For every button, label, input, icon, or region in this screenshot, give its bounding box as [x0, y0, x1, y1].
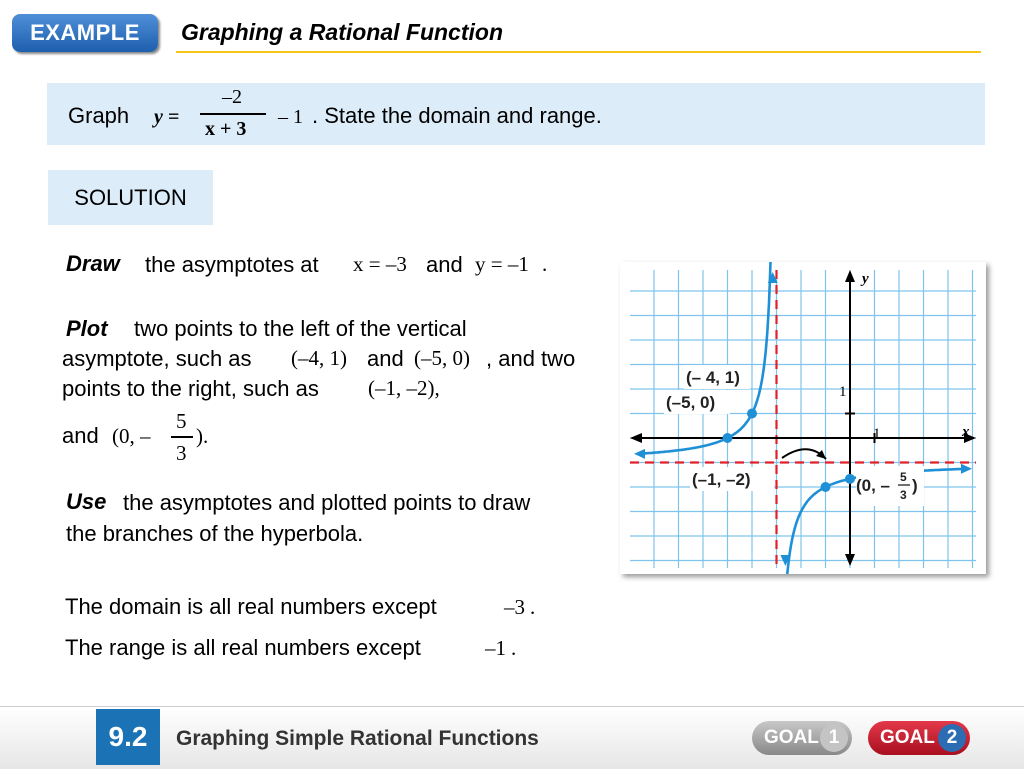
- grid: [630, 270, 976, 568]
- use-keyword: Use: [66, 489, 107, 514]
- plot-line2-c: , and two: [486, 346, 576, 371]
- plot-point-3: (–1, –2),: [368, 376, 440, 400]
- plot-point-4-fraction-bar: [171, 436, 193, 438]
- plot-keyword: Plot: [66, 316, 108, 341]
- domain-text: The domain is all real numbers except: [65, 594, 437, 619]
- solution-label: SOLUTION: [48, 170, 213, 225]
- range-value: –1: [485, 636, 506, 660]
- draw-text: the asymptotes at: [145, 252, 319, 277]
- y-tick-label: 1: [839, 384, 847, 400]
- problem-numerator: –2: [222, 86, 242, 108]
- problem-instruction: . State the domain and range.: [312, 103, 602, 128]
- plot-point-1: (–4, 1): [291, 346, 347, 370]
- domain-value: –3: [504, 595, 525, 619]
- plot-point-4-close: ).: [196, 424, 209, 448]
- range-text: The range is all real numbers except: [65, 635, 421, 660]
- use-line2: the branches of the hyperbola.: [66, 521, 364, 546]
- problem-denominator: x + 3: [205, 118, 247, 140]
- x-axis-label: x: [962, 424, 970, 440]
- plot-line2-b: and: [367, 346, 404, 371]
- plot-line4-and: and: [62, 423, 99, 448]
- plot-point-4-open: (0, –: [112, 424, 151, 448]
- point-2: [723, 433, 733, 443]
- plot-point-4-denominator: 3: [176, 441, 187, 465]
- point-4: [845, 474, 855, 484]
- title-underline: [176, 51, 981, 53]
- problem-y-equals: y =: [154, 106, 180, 128]
- goal-1-label: GOAL: [764, 727, 819, 748]
- label-point-4-denominator: 3: [900, 488, 907, 502]
- y-axis-label: y: [862, 271, 869, 287]
- domain-period: .: [530, 595, 536, 619]
- problem-lead: Graph: [68, 103, 130, 128]
- label-point-4-open: (0, –: [856, 476, 891, 495]
- problem-fraction-bar: [200, 113, 266, 115]
- label-point-2: (–5, 0): [666, 393, 716, 412]
- label-point-4-numerator: 5: [900, 470, 907, 484]
- label-point-1: (– 4, 1): [686, 368, 740, 387]
- section-title: Graphing Simple Rational Functions: [176, 727, 539, 750]
- plot-line2-a: asymptote, such as: [62, 346, 252, 371]
- draw-period: .: [542, 252, 548, 276]
- plot-point-4-numerator: 5: [176, 409, 187, 433]
- x-tick-label: 1: [873, 426, 881, 442]
- x-axis-arrow-left: [630, 433, 642, 443]
- goal-1-number: 1: [820, 724, 848, 752]
- right-branch-arrow-right: [961, 464, 972, 474]
- hyperbola-graph: [620, 262, 986, 574]
- y-axis-arrow-up: [845, 270, 855, 282]
- slide-title: Graphing a Rational Function: [181, 19, 503, 45]
- goal-2-label: GOAL: [880, 727, 935, 748]
- hyperbola-branches: [634, 262, 972, 574]
- draw-keyword: Draw: [66, 251, 120, 276]
- goal-2-number: 2: [938, 724, 966, 752]
- draw-and: and: [426, 252, 463, 277]
- goal-1-button[interactable]: [752, 721, 852, 755]
- plot-line3-a: points to the right, such as: [62, 376, 319, 401]
- point-3: [821, 482, 831, 492]
- label-point-3: (–1, –2): [692, 470, 751, 489]
- goal-2-button[interactable]: [868, 721, 970, 755]
- section-number: 9.2: [96, 709, 160, 765]
- plot-line1: two points to the left of the vertical: [134, 316, 467, 341]
- plot-point-2: (–5, 0): [414, 346, 470, 370]
- problem-minus-one: – 1: [278, 106, 303, 128]
- draw-x-equation: x = –3: [353, 252, 407, 276]
- example-badge: EXAMPLE: [12, 14, 158, 52]
- label-point-4-close: ): [912, 476, 918, 495]
- graph-canvas: [620, 262, 986, 574]
- left-branch-arrow-left: [634, 449, 645, 459]
- draw-y-equation: y = –1: [475, 252, 529, 276]
- use-line1: the asymptotes and plotted points to draw: [123, 490, 531, 515]
- point-1: [747, 409, 757, 419]
- range-period: .: [511, 636, 517, 660]
